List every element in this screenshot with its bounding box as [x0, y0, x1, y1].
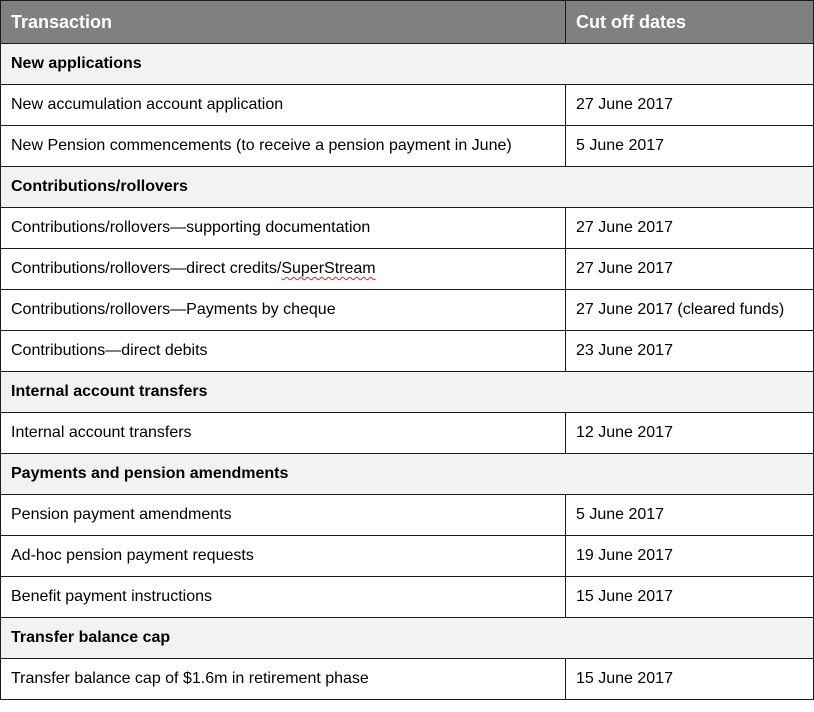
cutoff-date-cell: 15 June 2017 [566, 577, 814, 618]
cutoff-date-cell: 23 June 2017 [566, 331, 814, 372]
table-row [1, 536, 814, 577]
section-row-new-applications [1, 44, 814, 85]
transaction-cell [1, 249, 566, 290]
transaction-cell: Ad-hoc pension payment requests [1, 536, 566, 577]
transaction-cell: Pension payment amendments [1, 495, 566, 536]
transaction-cell: New Pension commencements (to receive a pension payment in June) [1, 126, 566, 167]
cutoff-date-cell: 19 June 2017 [566, 536, 814, 577]
table-row [1, 413, 814, 454]
cutoff-date-cell: 5 June 2017 [566, 495, 814, 536]
transaction-cell: Contributions/rollovers—Payments by cheque [1, 290, 566, 331]
section-title: Internal account transfers [1, 372, 814, 413]
table-body [1, 44, 814, 700]
transaction-text: Contributions/rollovers—direct credits/ [11, 260, 282, 277]
table-row [1, 331, 814, 372]
column-header-cutoff-dates: Cut off dates [566, 1, 814, 44]
section-row-payments-pension-amendments [1, 454, 814, 495]
section-row-transfer-balance-cap [1, 618, 814, 659]
table-header [1, 1, 814, 44]
transaction-cell: Contributions/rollovers—supporting documentation [1, 208, 566, 249]
section-row-contributions-rollovers [1, 167, 814, 208]
spellcheck-flagged-word: SuperStream [281, 260, 376, 277]
table-row [1, 495, 814, 536]
header-row [1, 1, 814, 44]
cutoff-date-cell: 27 June 2017 [566, 249, 814, 290]
section-title: Transfer balance cap [1, 618, 814, 659]
table-row [1, 577, 814, 618]
table-row [1, 126, 814, 167]
table-row [1, 208, 814, 249]
table-row [1, 290, 814, 331]
transaction-cell: New accumulation account application [1, 85, 566, 126]
cutoff-date-cell: 27 June 2017 [566, 208, 814, 249]
table-row [1, 249, 814, 290]
section-title: New applications [1, 44, 814, 85]
table-row [1, 659, 814, 700]
cutoff-date-cell: 12 June 2017 [566, 413, 814, 454]
section-title: Payments and pension amendments [1, 454, 814, 495]
transaction-cell: Transfer balance cap of $1.6m in retirement phase [1, 659, 566, 700]
transaction-cell: Benefit payment instructions [1, 577, 566, 618]
section-title: Contributions/rollovers [1, 167, 814, 208]
cutoff-date-cell: 15 June 2017 [566, 659, 814, 700]
cutoff-date-cell: 27 June 2017 [566, 85, 814, 126]
section-row-internal-account-transfers [1, 372, 814, 413]
cutoff-date-cell: 27 June 2017 (cleared funds) [566, 290, 814, 331]
cutoff-date-cell: 5 June 2017 [566, 126, 814, 167]
transaction-cell: Internal account transfers [1, 413, 566, 454]
transaction-cell: Contributions—direct debits [1, 331, 566, 372]
column-header-transaction: Transaction [1, 1, 566, 44]
table-row [1, 85, 814, 126]
